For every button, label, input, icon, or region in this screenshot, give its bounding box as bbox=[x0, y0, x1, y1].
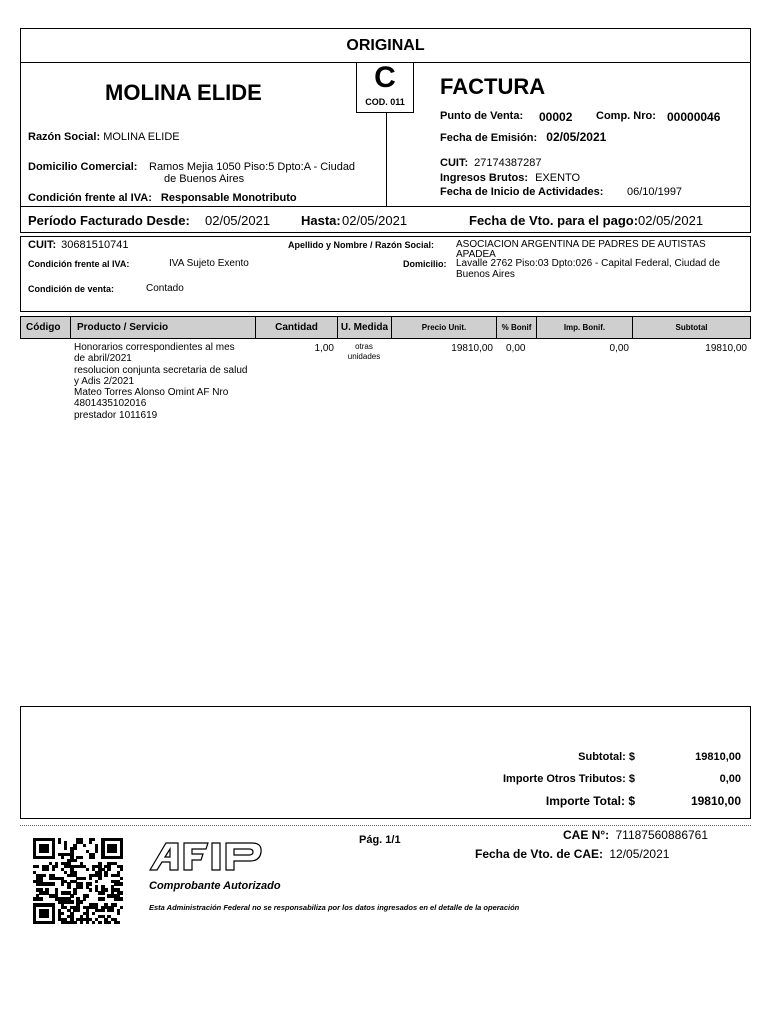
razon-social-row bbox=[28, 131, 180, 143]
row-producto-line: prestador 1011619 bbox=[74, 409, 158, 421]
client-nombre-line2: APADEA bbox=[456, 249, 496, 260]
issuer-cuit-row bbox=[440, 157, 541, 169]
qr-module bbox=[107, 868, 110, 871]
iva-label: Condición frente al IVA: bbox=[28, 192, 152, 204]
cae-vto-value: 12/05/2021 bbox=[609, 847, 670, 861]
qr-module bbox=[101, 909, 104, 912]
page-number: Pág. 1/1 bbox=[359, 834, 401, 846]
col-medida: U. Medida bbox=[338, 317, 392, 339]
qr-module bbox=[92, 838, 95, 841]
qr-module bbox=[104, 874, 107, 877]
qr-module bbox=[80, 885, 83, 888]
qr-module bbox=[52, 921, 55, 924]
cae-vto-label: Fecha de Vto. de CAE: bbox=[475, 847, 604, 861]
qr-module bbox=[120, 882, 123, 885]
client-domicilio-line1: Lavalle 2762 Piso:03 Dpto:026 - Capital Federal, Ciudad de bbox=[456, 258, 721, 269]
total-label: Importe Total: $ bbox=[545, 794, 635, 808]
qr-module bbox=[89, 841, 92, 844]
total-value: 19810,00 bbox=[690, 794, 741, 808]
qr-module bbox=[58, 841, 61, 844]
iva-value: Responsable Monotributo bbox=[160, 192, 297, 204]
period-bar bbox=[20, 206, 751, 233]
qr-module bbox=[86, 921, 89, 924]
qr-module bbox=[61, 912, 64, 915]
qr-module bbox=[39, 897, 42, 900]
doc-type: FACTURA bbox=[440, 74, 546, 99]
client-iva-value: IVA Sujeto Exento bbox=[169, 258, 249, 269]
comp-nro-value: 00000046 bbox=[667, 110, 721, 124]
row-producto bbox=[74, 342, 259, 421]
row-producto-line: 4801435102016 bbox=[74, 398, 147, 410]
fecha-emision-row bbox=[440, 130, 606, 144]
vto-value: 02/05/2021 bbox=[638, 213, 704, 228]
row-subtotal: 19810,00 bbox=[705, 343, 747, 354]
footer-divider bbox=[20, 825, 751, 826]
qr-module bbox=[45, 868, 48, 871]
qr-module bbox=[92, 921, 95, 924]
iva-row bbox=[28, 192, 297, 204]
row-producto-line: de abril/2021 bbox=[74, 353, 132, 365]
qr-module bbox=[67, 885, 70, 888]
punto-venta-label: Punto de Venta: bbox=[440, 110, 524, 122]
cae-label: CAE N°: bbox=[563, 828, 610, 842]
row-cantidad: 1,00 bbox=[314, 343, 334, 354]
razon-social-value: MOLINA ELIDE bbox=[103, 131, 180, 143]
client-domicilio-label: Domicilio: bbox=[403, 259, 447, 269]
qr-module bbox=[111, 909, 114, 912]
client-iva-label: Condición frente al IVA: bbox=[28, 259, 130, 269]
qr-module bbox=[120, 856, 123, 859]
qr-module bbox=[73, 859, 76, 862]
row-producto-line: resolucion conjunta secretaria de salud bbox=[74, 364, 248, 376]
col-subtotal: Subtotal bbox=[675, 323, 708, 332]
qr-module bbox=[107, 921, 110, 924]
qr-module bbox=[86, 868, 89, 871]
otros-tributos-label: Importe Otros Tributos: $ bbox=[502, 773, 635, 785]
vto-label: Fecha de Vto. para el pago: bbox=[469, 213, 639, 228]
invoice-header bbox=[20, 28, 751, 207]
subtotal-value: 19810,00 bbox=[695, 751, 741, 763]
fecha-emision-label: Fecha de Emisión: bbox=[440, 132, 538, 144]
row-precio: 19810,00 bbox=[451, 343, 493, 354]
col-precio: Precio Unit. bbox=[392, 317, 497, 339]
qr-module bbox=[117, 912, 120, 915]
col-producto: Producto / Servicio bbox=[71, 317, 256, 339]
ingresos-row bbox=[440, 172, 580, 184]
qr-module bbox=[101, 897, 104, 900]
row-imp-bonif: 0,00 bbox=[609, 343, 629, 354]
client-cuit-row bbox=[28, 239, 128, 251]
qr-module bbox=[73, 891, 76, 894]
qr-module bbox=[120, 877, 123, 880]
qr-module bbox=[36, 865, 39, 868]
qr-code bbox=[33, 838, 123, 924]
ingresos-value: EXENTO bbox=[535, 172, 581, 184]
qr-module bbox=[98, 921, 101, 924]
center-divider bbox=[386, 113, 387, 207]
qr-module bbox=[83, 897, 86, 900]
qr-module bbox=[61, 882, 64, 885]
domicilio-line2: de Buenos Aires bbox=[164, 173, 245, 185]
domicilio-label: Domicilio Comercial: bbox=[28, 161, 138, 173]
qr-module bbox=[92, 912, 95, 915]
doc-letter: C bbox=[374, 61, 396, 94]
qr-module bbox=[61, 856, 64, 859]
qr-module bbox=[70, 894, 73, 897]
client-nombre-line1: ASOCIACION ARGENTINA DE PADRES DE AUTISTAS bbox=[456, 239, 706, 250]
items-table-header bbox=[20, 316, 751, 339]
qr-module bbox=[52, 868, 55, 871]
client-venta-value: Contado bbox=[146, 283, 184, 294]
qr-module bbox=[86, 894, 89, 897]
inicio-label: Fecha de Inicio de Actividades: bbox=[440, 186, 604, 198]
qr-module bbox=[80, 921, 83, 924]
qr-module bbox=[89, 877, 92, 880]
qr-module bbox=[80, 900, 83, 903]
qr-module bbox=[70, 900, 73, 903]
autorizado-text: Comprobante Autorizado bbox=[149, 880, 281, 892]
issuer-cuit-value: 27174387287 bbox=[474, 157, 542, 169]
inicio-value: 06/10/1997 bbox=[627, 186, 683, 198]
client-domicilio-line2: Buenos Aires bbox=[456, 269, 515, 280]
row-producto-line: y Adis 2/2021 bbox=[74, 375, 135, 387]
cae-vto-row bbox=[475, 847, 669, 861]
totals-block bbox=[20, 706, 751, 819]
qr-module bbox=[98, 877, 101, 880]
qr-module bbox=[76, 909, 79, 912]
disclaimer-text: Esta Administración Federal no se responsabiliza por los datos ingresados en el detalle de la operación bbox=[149, 903, 520, 912]
qr-module bbox=[45, 850, 48, 853]
qr-module bbox=[114, 850, 117, 853]
hasta-value: 02/05/2021 bbox=[342, 213, 408, 228]
row-producto-line: Honorarios correspondientes al mes bbox=[74, 342, 235, 353]
qr-module bbox=[92, 856, 95, 859]
qr-module bbox=[117, 921, 120, 924]
col-codigo: Código bbox=[21, 317, 71, 339]
table-row bbox=[20, 342, 751, 432]
row-bonif: 0,00 bbox=[506, 343, 526, 354]
doc-code: COD. 011 bbox=[365, 97, 405, 107]
col-bonif: % Bonif bbox=[497, 317, 537, 339]
col-imp-bonif: Imp. Bonif. bbox=[537, 317, 633, 339]
row-medida-line1: otras bbox=[355, 342, 373, 351]
cae-value: 71187560886761 bbox=[615, 828, 709, 842]
qr-module bbox=[52, 856, 55, 859]
qr-module bbox=[73, 847, 76, 850]
qr-module bbox=[89, 888, 92, 891]
fecha-emision-value: 02/05/2021 bbox=[546, 130, 607, 144]
subtotal-label: Subtotal: $ bbox=[578, 751, 635, 763]
qr-module bbox=[101, 891, 104, 894]
qr-module bbox=[120, 906, 123, 909]
qr-module bbox=[52, 882, 55, 885]
razon-social-label: Razón Social: bbox=[28, 131, 101, 143]
qr-module bbox=[95, 880, 98, 883]
comp-nro-label: Comp. Nro: bbox=[596, 110, 656, 122]
qr-module bbox=[83, 844, 86, 847]
qr-module bbox=[120, 891, 123, 894]
otros-tributos-value: 0,00 bbox=[719, 773, 741, 785]
ingresos-label: Ingresos Brutos: bbox=[440, 172, 529, 184]
hasta-label: Hasta: bbox=[301, 213, 341, 228]
desde-label: Período Facturado Desde: bbox=[28, 213, 190, 228]
client-block bbox=[20, 236, 751, 312]
row-producto-line: Mateo Torres Alonso Omint AF Nro bbox=[74, 387, 229, 399]
row-medida-line2: unidades bbox=[347, 352, 381, 361]
client-venta-label: Condición de venta: bbox=[28, 284, 115, 294]
qr-module bbox=[95, 850, 98, 853]
punto-venta-value: 00002 bbox=[539, 110, 573, 124]
qr-module bbox=[120, 897, 123, 900]
issuer-cuit-label: CUIT: bbox=[440, 157, 469, 169]
qr-module bbox=[45, 915, 48, 918]
qr-module bbox=[114, 903, 117, 906]
issuer-name: MOLINA ELIDE bbox=[105, 80, 262, 105]
client-nombre-label: Apellido y Nombre / Razón Social: bbox=[288, 240, 435, 250]
qr-module bbox=[120, 868, 123, 871]
qr-module bbox=[55, 865, 58, 868]
cae-row bbox=[563, 828, 708, 842]
qr-module bbox=[73, 921, 76, 924]
client-cuit-value: 30681510741 bbox=[61, 239, 129, 251]
qr-module bbox=[64, 847, 67, 850]
afip-logo bbox=[148, 840, 264, 877]
doc-letter-box bbox=[356, 62, 414, 113]
qr-module bbox=[80, 856, 83, 859]
afip-logo-graphic bbox=[148, 840, 264, 872]
col-cantidad: Cantidad bbox=[256, 317, 338, 339]
copy-label: ORIGINAL bbox=[346, 37, 425, 54]
desde-value: 02/05/2021 bbox=[205, 213, 271, 228]
domicilio-line1: Ramos Mejia 1050 Piso:5 Dpto:A - Ciudad bbox=[149, 161, 356, 173]
qr-module bbox=[42, 874, 45, 877]
qr-module bbox=[89, 882, 92, 885]
qr-module bbox=[83, 877, 86, 880]
qr-module bbox=[104, 888, 107, 891]
client-cuit-label: CUIT: bbox=[28, 239, 57, 251]
